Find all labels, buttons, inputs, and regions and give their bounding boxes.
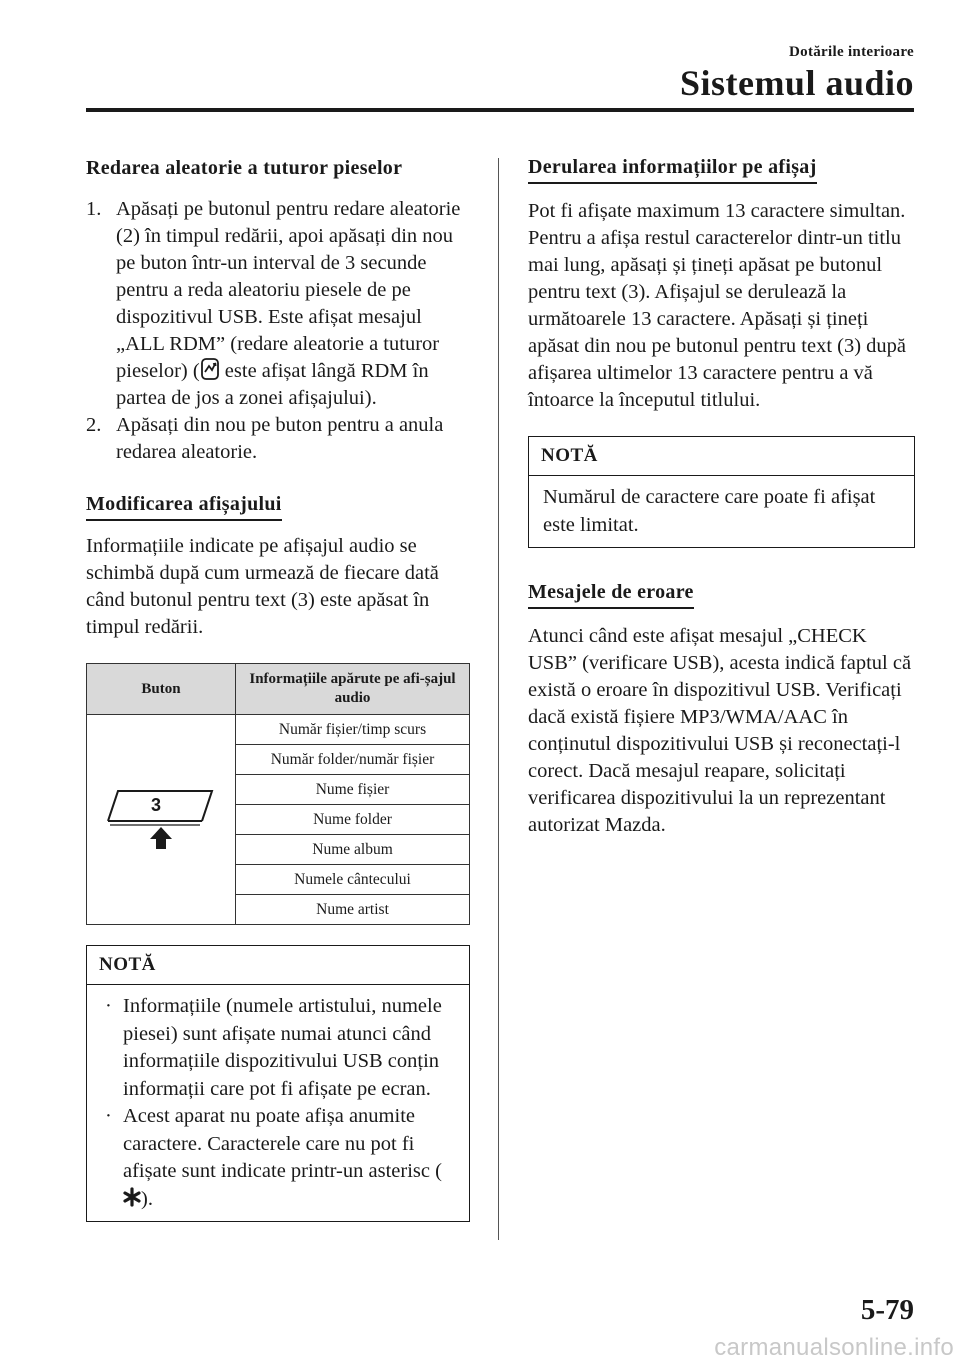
note-bullet-text: Acest aparat nu poate afișa anumite caractere. Caracterele care nu pot fi afișate sunt indicate printr-un asterisc ( — [123, 1105, 442, 1182]
heading-errors: Mesajele de eroare — [528, 580, 694, 609]
step-text: Apăsați din nou pe buton pentru a anula redarea aleatorie. — [116, 414, 444, 463]
button-illustration-cell — [87, 715, 236, 925]
table-row — [87, 715, 470, 745]
note-box-left — [86, 945, 470, 1222]
note-text: Numărul de caractere care poate fi afișat este limitat. — [543, 486, 876, 536]
table-cell: Nume folder — [236, 805, 470, 835]
table-cell: Nume album — [236, 835, 470, 865]
heading-display-change: Modificarea afișajului — [86, 492, 282, 521]
heading-scroll-info: Derularea informațiilor pe afișaj — [528, 155, 817, 184]
note-box-right — [528, 436, 915, 548]
step-number: 2. — [86, 414, 102, 436]
step-2 — [86, 412, 470, 466]
step-text: Apăsați pe butonul pentru redare aleatorie (2) în timpul redării, apoi apăsați din nou pe buton într-un interval de 3 secunde pentru a reda aleatoriu piesele de pe dispozitivul USB. Este afișat mesajul „ALL RDM” (redare aleatorie a tuturor pieselor) ( — [116, 198, 461, 382]
note-bullet-1 — [101, 993, 455, 1103]
step-text-cont: este afișat lângă RDM în partea de jos a zonei afișajului). — [116, 360, 429, 409]
bullet-mark: · — [105, 995, 112, 1017]
random-play-icon — [200, 358, 220, 380]
page-number: 5-79 — [860, 1294, 914, 1326]
column-divider — [498, 158, 499, 1240]
note-bullets — [101, 993, 455, 1213]
table-header-info: Informațiile apărute pe afi-șajul audio — [236, 664, 470, 715]
paragraph-scroll: Pot fi afișate maximum 13 caractere simultan. Pentru a afișa restul caracterelor dintr-un titlu mai lung, apăsați și țineți apăsat pe butonul pentru text (3). Afișajul se derulează la următoarele 13 caractere. Apăsați și țineți apăsat din nou pe butonul pentru text (3) după afișarea ultimelor 13 caractere pentru a vă întoarce la începutul titlului. — [528, 200, 907, 411]
table-cell: Nume artist — [236, 895, 470, 925]
section-name: Dotările interioare — [789, 44, 914, 60]
heading-random-all: Redarea aleatorie a tuturor pieselor — [86, 157, 403, 179]
watermark: carmanualsonline.info — [714, 1334, 954, 1361]
note-title: NOTĂ — [529, 437, 914, 476]
table-cell: Numele cântecului — [236, 865, 470, 895]
steps-list — [86, 196, 470, 466]
note-bullet-text-end: ). — [141, 1187, 153, 1210]
button-number: 3 — [151, 794, 162, 815]
note-title: NOTĂ — [87, 946, 469, 985]
right-column — [528, 155, 915, 839]
text-button-illustration — [106, 787, 216, 853]
table-header-row — [87, 664, 470, 715]
paragraph-errors: Atunci când este afișat mesajul „CHECK USB” (verificare USB), acesta indică faptul că există o eroare în dispozitivul USB. Verificați dacă există fișiere MP3/WMA/AAC în conținutul dispozitivului USB și reconectați-l corect. Dacă mesajul reapare, solicitați verificarea dispozitivului la un reprezentant autorizat Mazda. — [528, 625, 912, 836]
header-rule — [86, 108, 914, 112]
bullet-mark: · — [105, 1105, 112, 1127]
note-bullet-2 — [101, 1103, 455, 1213]
table-cell: Număr folder/număr fișier — [236, 745, 470, 775]
table-header-button: Buton — [87, 664, 236, 715]
paragraph-display: Informațiile indicate pe afișajul audio se schimbă după cum urmează de fiecare dată când butonul pentru text (3) este apăsat în timpul redării. — [86, 535, 439, 638]
asterisk-icon — [123, 1187, 141, 1207]
left-column — [86, 155, 470, 1222]
step-number: 1. — [86, 198, 102, 220]
note-bullet-text: Informațiile (numele artistului, numele piesei) sunt afișate numai atunci când informațiile dispozitivului USB conțin informații care pot fi afișate pe ecran. — [123, 995, 442, 1100]
table-cell: Număr fișier/timp scurs — [236, 715, 470, 745]
display-info-table — [86, 663, 470, 925]
step-1 — [86, 196, 470, 412]
page-title: Sistemul audio — [679, 63, 914, 103]
table-cell: Nume fișier — [236, 775, 470, 805]
